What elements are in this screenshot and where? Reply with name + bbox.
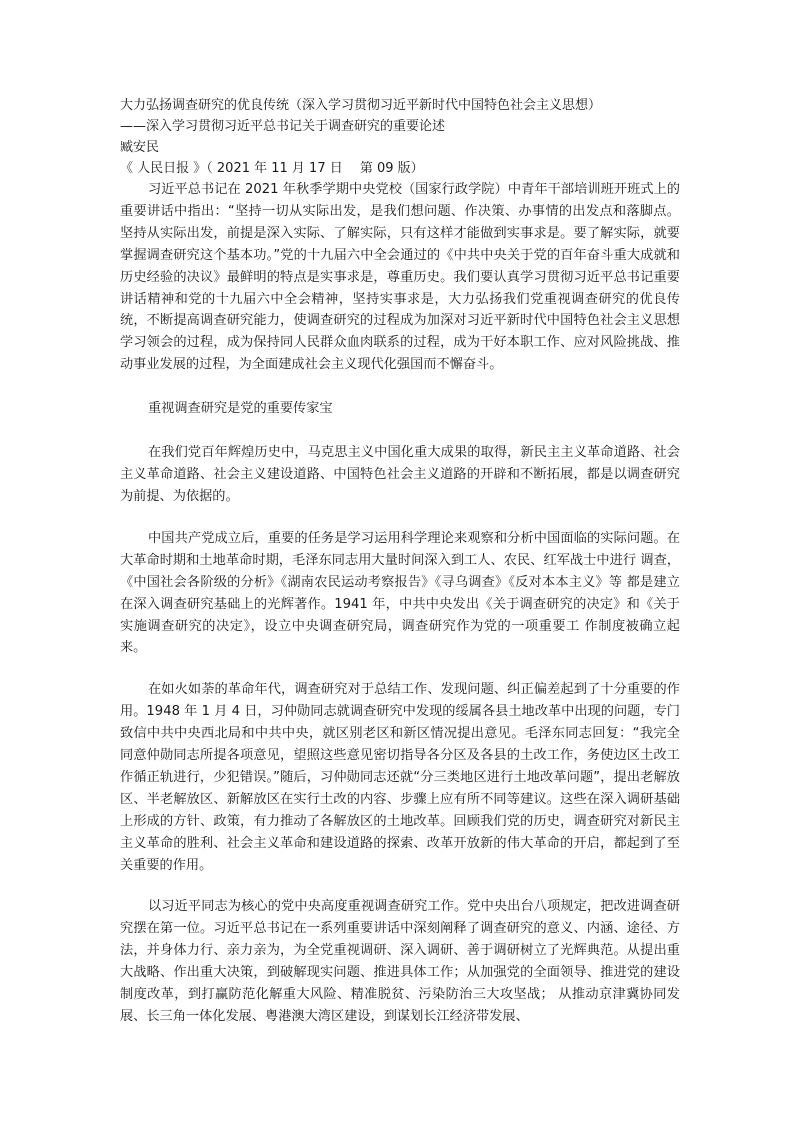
paragraph-3: 在如火如荼的革命年代，调查研究对于总结工作、发现问题、纠正偏差起到了十分重要的作用。1948 年 1 月 4 日，习仲勋同志就调查研究中发现的绥属各县土地改革中出现的问题，专门致信中共中央西北局和中共中央，就区别老区和新区情况提出意见。毛泽东同志回复：“我完全同意仲勋同志所提各项意见，望照这些意见密切指导各分区及各县的土改工作，务使边区土改工作循正轨进行，少犯错误。”随后，习仲勋同志还就“分三类地区进行土地改革问题”，提出老解放区、半老解放区、新解放区在实行土改的内容、步骤上应有所不同等建议。这些在深入调研基础上形成的方针、政策，有力推动了各解放区的土地改革。回顾我们党的历史，调查研究对新民主主义革命的胜利、社会主义革命和建设道路的探索、改革开放新的伟大革命的开启，都起到了至关重要的作用。 — [120, 682, 680, 873]
section-heading: 重视调查研究是党的重要传家宝 — [148, 401, 333, 417]
article-title: 大力弘扬调查研究的优良传统（深入学习贯彻习近平新时代中国特色社会主义思想） — [120, 98, 602, 113]
article-source: 《 人民日报 》（ 2021 年 11 月 17 日 第 09 版） — [120, 161, 424, 176]
paragraph-4: 以习近平同志为核心的党中央高度重视调查研究工作。党中央出台八项规定，把改进调查研究摆在第一位。习近平总书记在一系列重要讲话中深刻阐释了调查研究的意义、内涵、途径、方法，并身体力行、亲力亲为，为全党重视调研、深入调研、善于调研树立了光辉典范。从提出重大战略、作出重大决策，到破解现实问题、推进具体工作；从加强党的全面领导、推进党的建设制度改革，到打赢防范化解重大风险、精准脱贫、污染防治三大攻坚战； 从推动京津冀协同发展、长三角一体化发展、粤港澳大湾区建设，到谋划长江经济带发展、 — [120, 899, 680, 1024]
paragraph-2: 中国共产党成立后，重要的任务是学习运用科学理论来观察和分析中国面临的实际问题。在大革命时期和土地革命时期，毛泽东同志用大量时间深入到工人、农民、红军战士中进行 调查，《中国社会各阶级的分析》《湖南农民运动考察报告》《寻乌调查》《反对本本主义》等 都是建立在深入调查研究基础上的光辉著作。1941 年，中共中央发出《关于调查研究的决定》和《关于实施调查研究的决定》，设立中央调查研究局，调查研究作为党的一项重要工 作制度被确立起来。 — [120, 530, 680, 656]
article-body — [120, 95, 680, 1028]
article-author: 臧安民 — [120, 140, 160, 155]
intro-paragraph: 习近平总书记在 2021 年秋季学期中央党校（国家行政学院）中青年干部培训班开班式上的重要讲话中指出：“坚持一切从实际出发，是我们想问题、作决策、办事情的出发点和落脚点。坚持从实际出发，前提是深入实际、了解实际，只有这样才能做到实事求是。要了解实际，就要掌握调查研究这个基本功。”党的十九届六中全会通过的《中共中央关于党的百年奋斗重大成就和历史经验的决议》最鲜明的特点是实事求是，尊重历史。我们要认真学习贯彻习近平总书记重要讲话精神和党的十九届六中全会精神，坚持实事求是，大力弘扬我们党重视调查研究的优良传统，不断提高调查研究能力，使调查研究的过程成为加深对习近平新时代中国特色社会主义思想学习领会的过程，成为保持同人民群众血肉联系的过程，成为干好本职工作、应对风险挑战、推动事业发展的过程，为全面建成社会主义现代化强国而不懈奋斗。 — [120, 182, 680, 373]
paragraph-1: 在我们党百年辉煌历史中，马克思主义中国化重大成果的取得，新民主主义革命道路、社会主义革命道路、社会主义建设道路、中国特色社会主义道路的开辟和不断拓展，都是以调查研究为前提、为依据的。 — [120, 445, 680, 504]
article-subtitle: ——深入学习贯彻习近平总书记关于调查研究的重要论述 — [120, 119, 446, 134]
